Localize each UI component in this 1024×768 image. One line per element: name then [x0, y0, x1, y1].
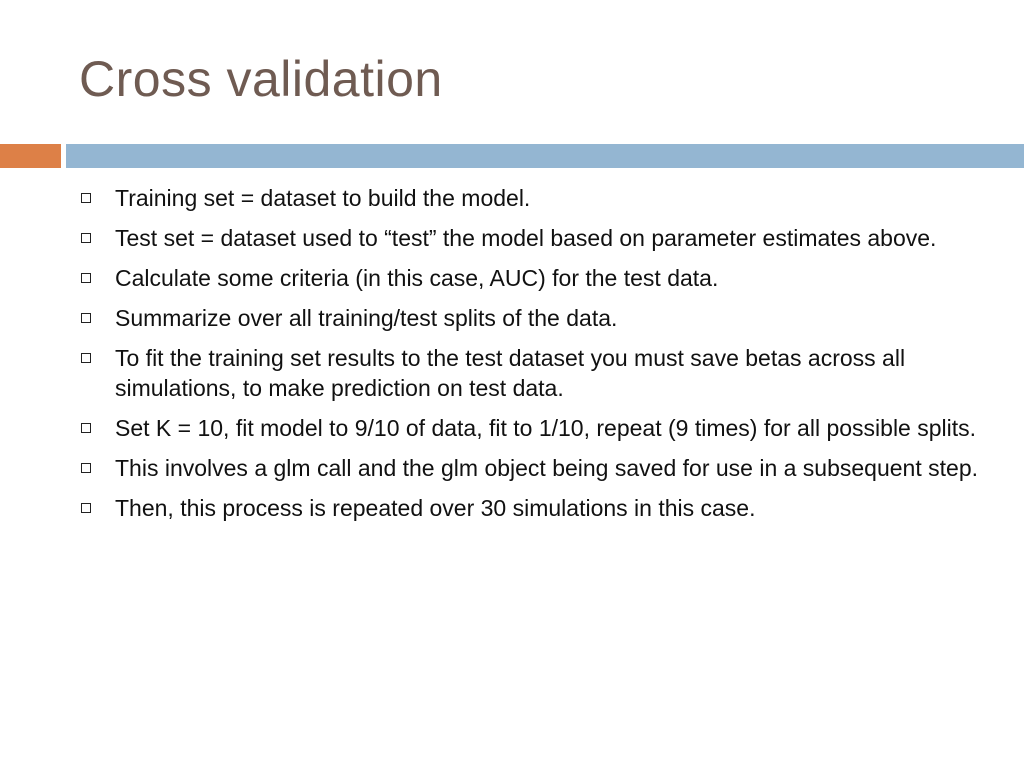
hollow-square-icon	[81, 353, 91, 363]
bullet-item	[79, 263, 979, 293]
bullet-item	[79, 183, 979, 213]
hollow-square-icon	[81, 503, 91, 513]
hollow-square-icon	[81, 423, 91, 433]
bullet-text: Then, this process is repeated over 30 simulations in this case.	[115, 495, 756, 521]
bullet-text: Test set = dataset used to “test” the model based on parameter estimates above.	[115, 225, 937, 251]
bullet-text: Set K = 10, fit model to 9/10 of data, fit to 1/10, repeat (9 times) for all possible splits.	[115, 415, 977, 441]
bullet-text: Training set = dataset to build the model.	[115, 185, 531, 211]
bullet-text: Calculate some criteria (in this case, AUC) for the test data.	[115, 265, 719, 291]
bullet-item	[79, 493, 979, 523]
bullet-item	[79, 223, 979, 253]
hollow-square-icon	[81, 273, 91, 283]
hollow-square-icon	[81, 193, 91, 203]
slide-title: Cross validation	[79, 51, 443, 107]
bullet-item	[79, 343, 979, 403]
bullet-item	[79, 453, 979, 483]
accent-bar-blue	[66, 144, 1024, 168]
accent-bar-orange	[0, 144, 61, 168]
hollow-square-icon	[81, 233, 91, 243]
bullet-list	[79, 183, 979, 533]
bullet-text: Summarize over all training/test splits of the data.	[115, 305, 618, 331]
bullet-text: This involves a glm call and the glm object being saved for use in a subsequent step.	[115, 455, 978, 481]
hollow-square-icon	[81, 313, 91, 323]
bullet-item	[79, 303, 979, 333]
bullet-text: To fit the training set results to the test dataset you must save betas across all simulations, to make prediction on test data.	[115, 345, 906, 401]
hollow-square-icon	[81, 463, 91, 473]
bullet-item	[79, 413, 979, 443]
